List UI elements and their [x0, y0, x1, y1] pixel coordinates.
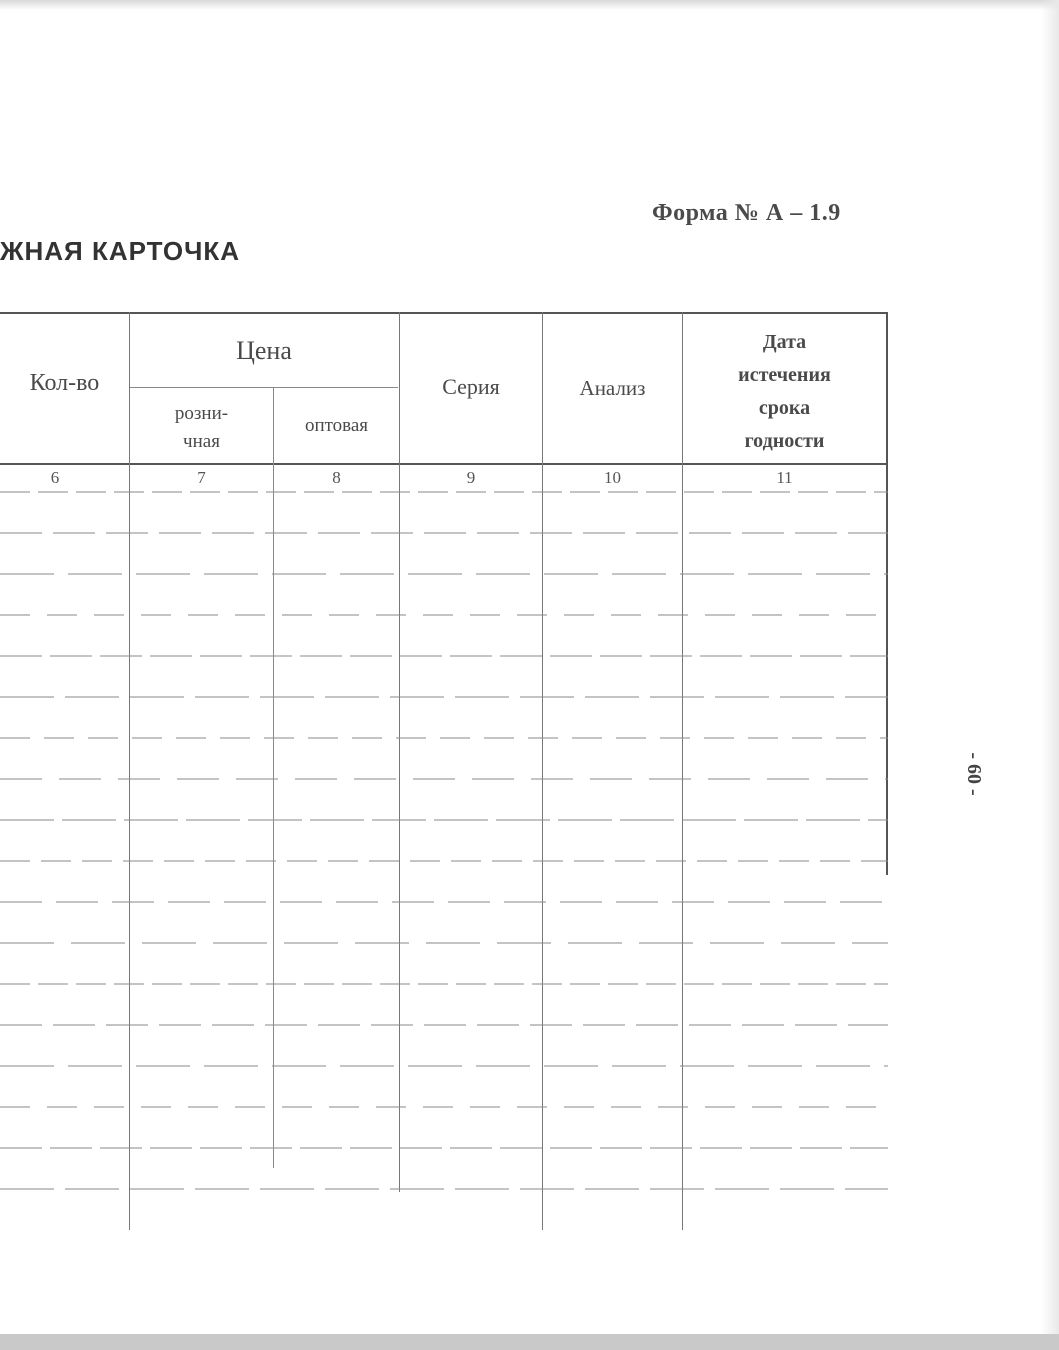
- column-number-6: 6: [50, 468, 60, 487]
- column-number-7: 7: [197, 468, 206, 487]
- header-analysis: Анализ: [579, 376, 646, 400]
- header-price: Цена: [236, 336, 292, 365]
- column-number-8: 8: [332, 468, 341, 487]
- column-number-9: 9: [466, 468, 476, 487]
- header-price-wholesale: оптовая: [304, 415, 369, 436]
- column-number-11: 11: [776, 468, 793, 487]
- page-number: - 60 -: [963, 752, 985, 796]
- header-series: Серия: [442, 374, 500, 399]
- header-price-retail: розни- чная: [174, 403, 229, 452]
- header-quantity: Кол-во: [29, 370, 100, 396]
- column-number-10: 10: [604, 468, 621, 487]
- document-title: ЖНАЯ КАРТОЧКА: [0, 236, 240, 266]
- form-number-label: Форма № А – 1.9: [652, 200, 841, 226]
- header-expiry-date: Дата истечения срока годности: [738, 331, 831, 452]
